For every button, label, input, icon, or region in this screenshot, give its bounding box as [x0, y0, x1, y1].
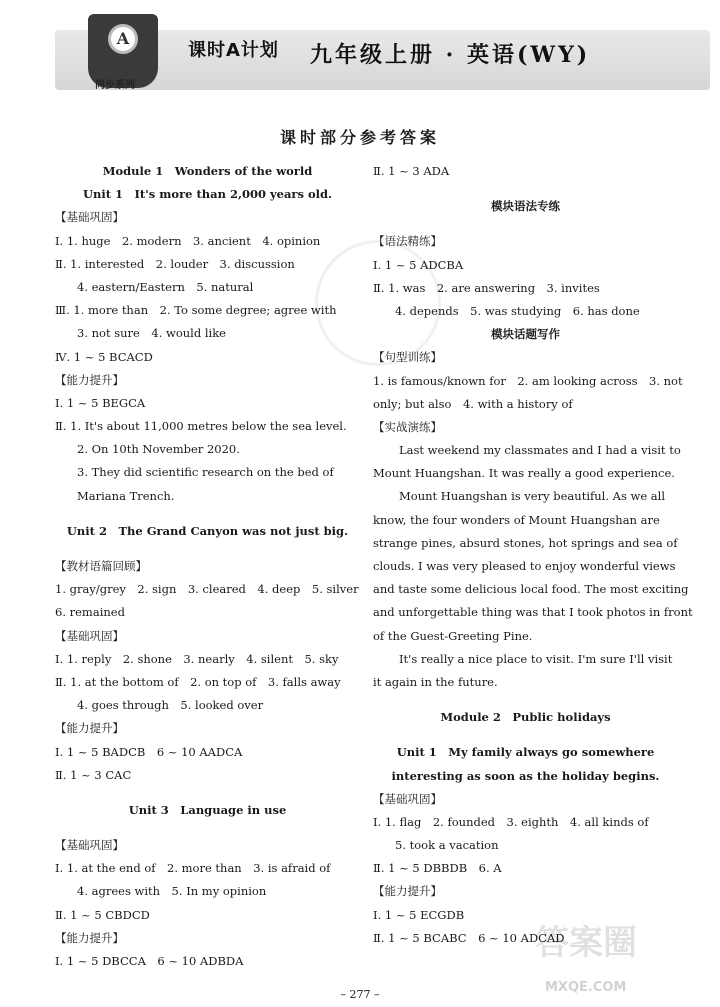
spacer — [55, 822, 360, 834]
section-heading: 【句型训练】 — [373, 350, 442, 365]
answer-line: Ⅰ. 1. reply 2. shone 3. nearly 4. silent 5. sky — [55, 651, 339, 666]
book-title: 九年级上册 · 英语(WY) — [310, 42, 591, 68]
answer-line: 3. They did scientific research on the bed of — [77, 465, 334, 480]
answer-line: Ⅰ. 1 ~ 5 ADCBA — [373, 257, 464, 272]
unit-heading: Unit 1 My family always go somewhere — [396, 745, 655, 760]
answer-line: Ⅳ. 1 ~ 5 BCACD — [55, 349, 153, 364]
spacer — [55, 508, 360, 520]
unit-heading: Unit 3 Language in use — [128, 802, 287, 817]
answer-line: know, the four wonders of Mount Huangshan are — [373, 512, 660, 527]
answer-line: Ⅱ. 1 ~ 5 BCABC 6 ~ 10 ADCAD — [373, 930, 565, 945]
answer-line: Ⅱ. 1. interested 2. louder 3. discussion — [55, 256, 295, 271]
right-column — [373, 160, 693, 950]
answer-line: Ⅱ. 1. was 2. are answering 3. invites — [373, 280, 600, 295]
answer-line: Ⅰ. 1 ~ 5 BADCB 6 ~ 10 AADCA — [55, 744, 243, 759]
answer-line: Ⅱ. 1. It's about 11,000 metres below the sea level. — [55, 419, 347, 434]
answer-line: 1. gray/grey 2. sign 3. cleared 4. deep 5. silver — [55, 582, 359, 597]
answer-line: 2. On 10th November 2020. — [77, 442, 240, 457]
brand-logo: 课时A计划 — [188, 40, 279, 61]
page-title: 课时部分参考答案 — [279, 128, 440, 147]
unit-heading: 模块语法专练 — [491, 199, 560, 214]
answer-line: It's really a nice place to visit. I'm sure I'll visit — [399, 651, 673, 666]
answer-line: Ⅱ. 1. at the bottom of 2. on top of 3. falls away — [55, 674, 341, 689]
answer-line: Mariana Trench. — [77, 488, 175, 503]
section-heading: 【基础巩固】 — [373, 791, 442, 806]
answer-line: 5. took a vacation — [395, 838, 499, 853]
answer-line: strange pines, absurd stones, hot springs and sea of — [373, 535, 678, 550]
answer-line: Mount Huangshan. It was really a good experience. — [373, 466, 675, 481]
answer-line: it again in the future. — [373, 674, 498, 689]
section-heading: 【教材语篇回顾】 — [55, 559, 147, 573]
answer-line: of the Guest-Greeting Pine. — [373, 628, 533, 643]
spacer — [373, 183, 678, 195]
section-heading: 【能力提升】 — [373, 884, 442, 899]
unit-heading: interesting as soon as the holiday begins. — [391, 768, 660, 783]
answer-line: 1. is famous/known for 2. am looking across 3. not — [373, 373, 683, 388]
answer-line: Ⅰ. 1 ~ 5 BEGCA — [55, 395, 146, 410]
page-number: – 277 – — [340, 988, 380, 1001]
spacer — [373, 729, 678, 741]
section-heading: 【语法精练】 — [373, 234, 442, 249]
answer-line: 4. eastern/Eastern 5. natural — [77, 279, 254, 294]
section-heading: 【基础巩固】 — [55, 628, 124, 643]
answer-line: and taste some delicious local food. The most exciting — [373, 582, 689, 597]
answer-line: only; but also 4. with a history of — [373, 396, 573, 411]
badge-logo-icon: A — [108, 24, 138, 54]
answer-line: 4. goes through 5. looked over — [77, 698, 264, 713]
answer-line: Ⅰ. 1. at the end of 2. more than 3. is afraid of — [55, 861, 331, 876]
answer-line: Ⅲ. 1. more than 2. To some degree; agree with — [55, 303, 337, 318]
spacer — [55, 787, 360, 799]
answer-line: Ⅰ. 1 ~ 5 ECGDB — [373, 907, 465, 922]
answer-line: Ⅰ. 1 ~ 5 DBCCA 6 ~ 10 ADBDA — [55, 954, 244, 968]
section-heading: 【能力提升】 — [55, 930, 124, 945]
spacer — [373, 218, 678, 230]
answer-line: Mount Huangshan is very beautiful. As we all — [399, 489, 666, 504]
answer-line: 4. agrees with 5. In my opinion — [77, 884, 267, 899]
answer-line: Ⅱ. 1 ~ 3 ADA — [373, 164, 450, 178]
answer-line: 6. remained — [55, 605, 125, 620]
answer-line: Ⅱ. 1 ~ 5 DBBDB 6. A — [373, 861, 502, 876]
section-heading: 【能力提升】 — [55, 372, 124, 387]
answer-line: and unforgettable thing was that I took photos in front — [373, 605, 693, 620]
section-heading: 【基础巩固】 — [55, 210, 124, 225]
section-heading: 【能力提升】 — [55, 721, 124, 736]
unit-heading: Unit 2 The Grand Canyon was not just big. — [66, 523, 349, 538]
left-column — [55, 160, 360, 973]
answer-line: Last weekend my classmates and I had a visit to — [399, 443, 681, 458]
page-header — [0, 0, 720, 108]
answer-line: 3. not sure 4. would like — [77, 326, 226, 341]
answer-line: Ⅱ. 1 ~ 5 CBDCD — [55, 907, 150, 922]
unit-heading: Unit 1 It's more than 2,000 years old. — [82, 187, 333, 202]
unit-heading: 模块话题写作 — [491, 327, 560, 342]
answer-line: Ⅰ. 1. flag 2. founded 3. eighth 4. all kinds of — [373, 814, 649, 829]
section-heading: 【基础巩固】 — [55, 838, 124, 853]
spacer — [373, 694, 678, 706]
section-heading: 【实战演练】 — [373, 419, 442, 434]
answer-line: 4. depends 5. was studying 6. has done — [395, 303, 640, 318]
answer-line: Ⅱ. 1 ~ 3 CAC — [55, 767, 132, 782]
unit-heading: Module 1 Wonders of the world — [102, 164, 313, 178]
answer-line: Ⅰ. 1. huge 2. modern 3. ancient 4. opinion — [55, 233, 321, 248]
watermark-url: MXQE.COM — [545, 980, 627, 995]
watermark-text: 答案圈 — [535, 923, 637, 963]
spacer — [55, 543, 360, 555]
series-label: 同步系列 — [95, 80, 135, 91]
answer-line: clouds. I was very pleased to enjoy wonderful views — [373, 559, 676, 573]
unit-heading: Module 2 Public holidays — [440, 710, 611, 725]
